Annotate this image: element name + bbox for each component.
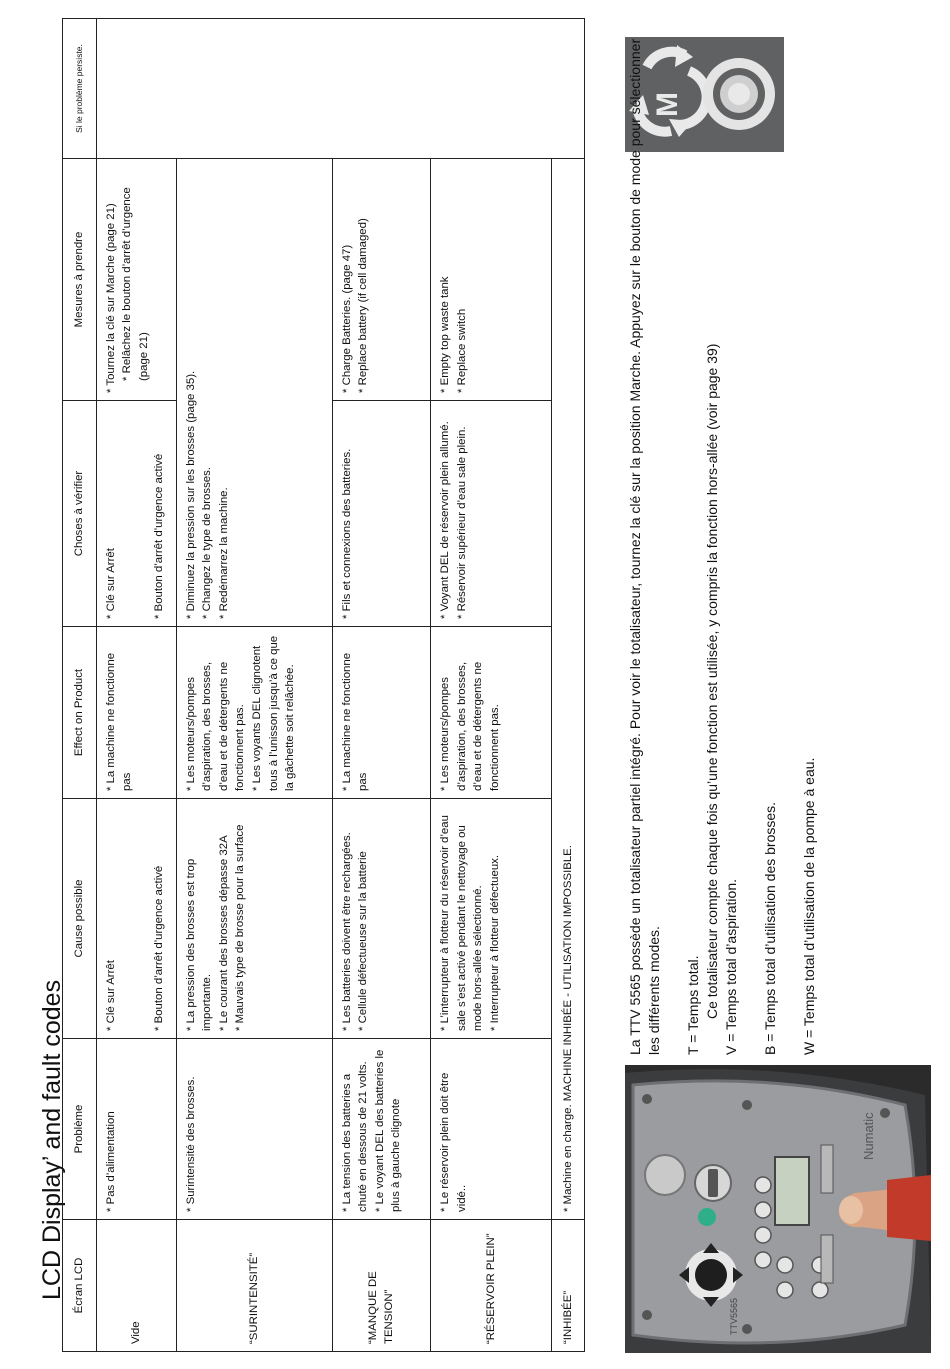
cell-effect: * La machine ne fonctionne pas [332,627,430,799]
header-lcd: Écran LCD [63,1220,97,1352]
cell-check [96,401,176,627]
table-row [332,19,430,1352]
lcd-screen [775,1157,809,1225]
cell-persist [96,19,584,159]
cell-problem: * Pas d’alimentation [96,1039,176,1220]
cell-problem: * Le réservoir plein doit être vidé.. [431,1039,552,1220]
control-panel-photo [625,1065,931,1353]
action-item: * Replace switch [455,308,468,393]
cell-effect [176,627,332,799]
cell-problem: * Surintensité des brosses. [176,1039,332,1220]
cell-effect: * La machine ne fonctionne pas [96,627,176,799]
table-row [431,19,552,1352]
cell-message: * Machine en charge. MACHINE INHIBÉE - UTILISATION IMPOSSIBLE. [552,159,585,1220]
cause-item: * Cellule défectueuse sur la batterie [357,851,370,1031]
cell-cause [431,799,552,1039]
legend-t: T = Temps total. [685,955,701,1055]
cell-lcd: “INHIBÉE” [552,1220,585,1352]
table-row [96,19,176,1352]
check-item: * Changez le type de brosses. [201,467,214,619]
cause-item: * La pression des brosses est trop importante. [184,858,214,1031]
problem-item: * Le voyant DEL des batteries le plus à gauche clignote [373,1049,403,1212]
cell-action [431,159,552,401]
counter-description [626,25,836,1055]
cell-check [431,401,552,627]
header-effect: Effect on Product [63,627,97,799]
header-cause: Cause possible [63,799,97,1039]
led-bar-top [821,1145,833,1193]
cause-item: * Clé sur Arrêt [104,960,117,1031]
model-label: TTV5565 [729,1297,739,1335]
cause-item: * Interrupteur à flotteur défectueux. [488,854,501,1031]
intro-paragraph: La TTV 5565 possède un totalisateur partiel intégré. Pour voir le totalisateur, tournez la clé sur la position Marche. Appuyez sur le bouton de mode pour sélectionner les différents modes. [627,38,662,1055]
cell-lcd: “RÉSERVOIR PLEIN” [431,1220,552,1352]
problem-item: * La tension des batteries a chuté en dessous de 21 volts. [340,1061,370,1212]
fault-code-table-wrap [62,19,585,1352]
cell-cause [176,799,332,1039]
fault-code-table [62,18,585,1352]
cell-check-action [176,159,332,627]
key-switch [695,1165,731,1201]
action-item: * Empty top waste tank [439,276,452,393]
check-item: * Réservoir supérieur d’eau sale plein. [455,426,468,619]
check-item: * Voyant DEL de réservoir plein allumé. [439,421,452,619]
cause-item: * Bouton d’arrêt d’urgence activé [153,865,166,1031]
cause-item: * L’interrupteur à flotteur du réservoir d’eau sale s’est activé pendant le nettoyage ou mode hors-allée sélectionné. [439,815,485,1031]
led-indicator [698,1208,716,1226]
cell-cause [332,799,430,1039]
header-action: Mesures à prendre [63,159,97,401]
table-row [176,19,332,1352]
check-item: * Redémarrez la machine. [217,487,230,619]
legend-w: W = Temps total d’utilisation de la pompe à eau. [801,757,817,1055]
cause-item: * Mauvais type de brosse pour la surface [234,824,247,1031]
cell-check: * Fils et connexions des batteries. [332,401,430,627]
action-item: * Charge Batteries. (page 47) [340,244,353,393]
effect-item: * Les moteurs/pompes d’aspiration, des brosses, d’eau et de détergents ne fonctionnent pas. [184,661,247,791]
mode-letter: M [651,92,684,117]
cell-problem [332,1039,430,1220]
cause-item: * Le courant des brosses dépasse 32A [217,835,230,1031]
check-item: * Clé sur Arrêt [104,548,117,619]
cell-lcd: Vide [96,1220,176,1352]
cell-lcd: “MANQUE DE TENSION” [332,1220,430,1352]
counter-paragraph: Ce totalisateur compte chaque fois qu’une fonction est utilisée, y compris la fonction hors-allée (voir page 39) [704,343,720,1019]
cell-action [332,159,430,401]
cell-action [96,159,176,401]
check-item: * Diminuez la pression sur les brosses (page 35). [184,370,197,619]
table-header-row [63,19,97,1352]
legend-b: B = Temps total d’utilisation des brosses. [762,801,778,1055]
check-item: * Bouton d’arrêt d’urgence activé [153,453,166,619]
effect-item: * Les voyants DEL clignotent tous à l’unisson jusqu’à ce que la gâchette soit relâchée. [250,635,297,791]
header-problem: Problème [63,1039,97,1220]
cell-lcd: “SURINTENSITÉ” [176,1220,332,1352]
action-item: * Relâchez le bouton d’arrêt d’urgence (page 21) [121,187,150,381]
action-item: * Replace battery (if cell damaged) [357,218,370,393]
header-persist: Si le problème persiste. [63,19,97,159]
header-check: Choses à vérifier [63,401,97,627]
action-item: * Tournez la clé sur Marche (page 21) [104,203,117,393]
legend-v: V = Temps total d’aspiration. [723,878,739,1055]
page-title: LCD Display’ and fault codes [38,979,66,1300]
emergency-stop-base [645,1155,685,1195]
table-row [552,19,585,1352]
cell-effect: * Les moteurs/pompes d’aspiration, des brosses, d’eau et de détergents ne fonctionnent pas. [431,627,552,799]
cause-item: * Les batteries doivent être rechargées. [340,832,353,1031]
brand-label: Numatic [861,1112,876,1160]
cell-cause [96,799,176,1039]
led-bar-bottom [821,1235,833,1283]
